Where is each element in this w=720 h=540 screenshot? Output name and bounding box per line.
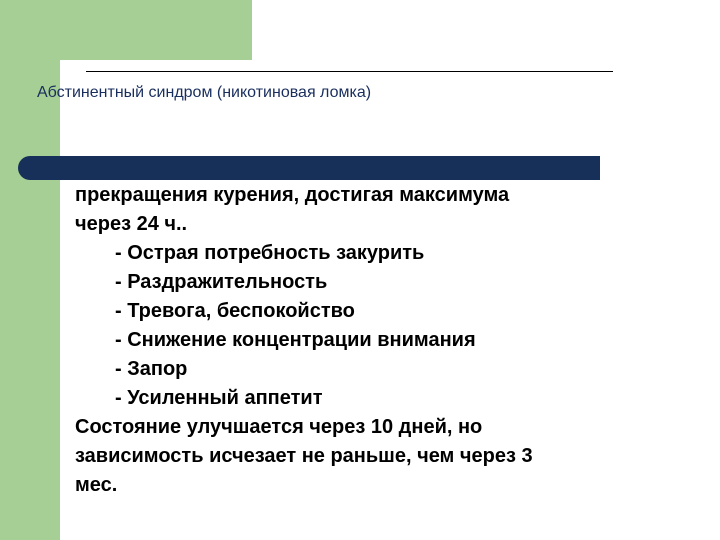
symptom-item: - Тревога, беспокойство bbox=[115, 300, 355, 322]
slide-title: Абстинентный синдром (никотиновая ломка) bbox=[37, 84, 372, 101]
decorative-green-block bbox=[0, 0, 252, 60]
body-line: мес. bbox=[75, 474, 118, 496]
symptom-item: - Снижение концентрации внимания bbox=[115, 329, 476, 351]
body-line: Состояние улучшается через 10 дней, но bbox=[75, 416, 483, 438]
body-line: через 24 ч.. bbox=[75, 213, 188, 235]
body-line: прекращения курения, достигая максимума bbox=[75, 184, 510, 206]
slide-body bbox=[75, 152, 675, 500]
symptom-item: - Раздражительность bbox=[115, 271, 328, 293]
title-divider bbox=[86, 71, 613, 72]
bullet-bar bbox=[18, 156, 600, 180]
symptom-item: - Острая потребность закурить bbox=[115, 242, 425, 264]
body-line: зависимость исчезает не раньше, чем через 3 bbox=[75, 445, 533, 467]
symptom-item: - Запор bbox=[115, 358, 188, 380]
decorative-green-stripe bbox=[0, 60, 60, 540]
symptom-item: - Усиленный аппетит bbox=[115, 387, 323, 409]
